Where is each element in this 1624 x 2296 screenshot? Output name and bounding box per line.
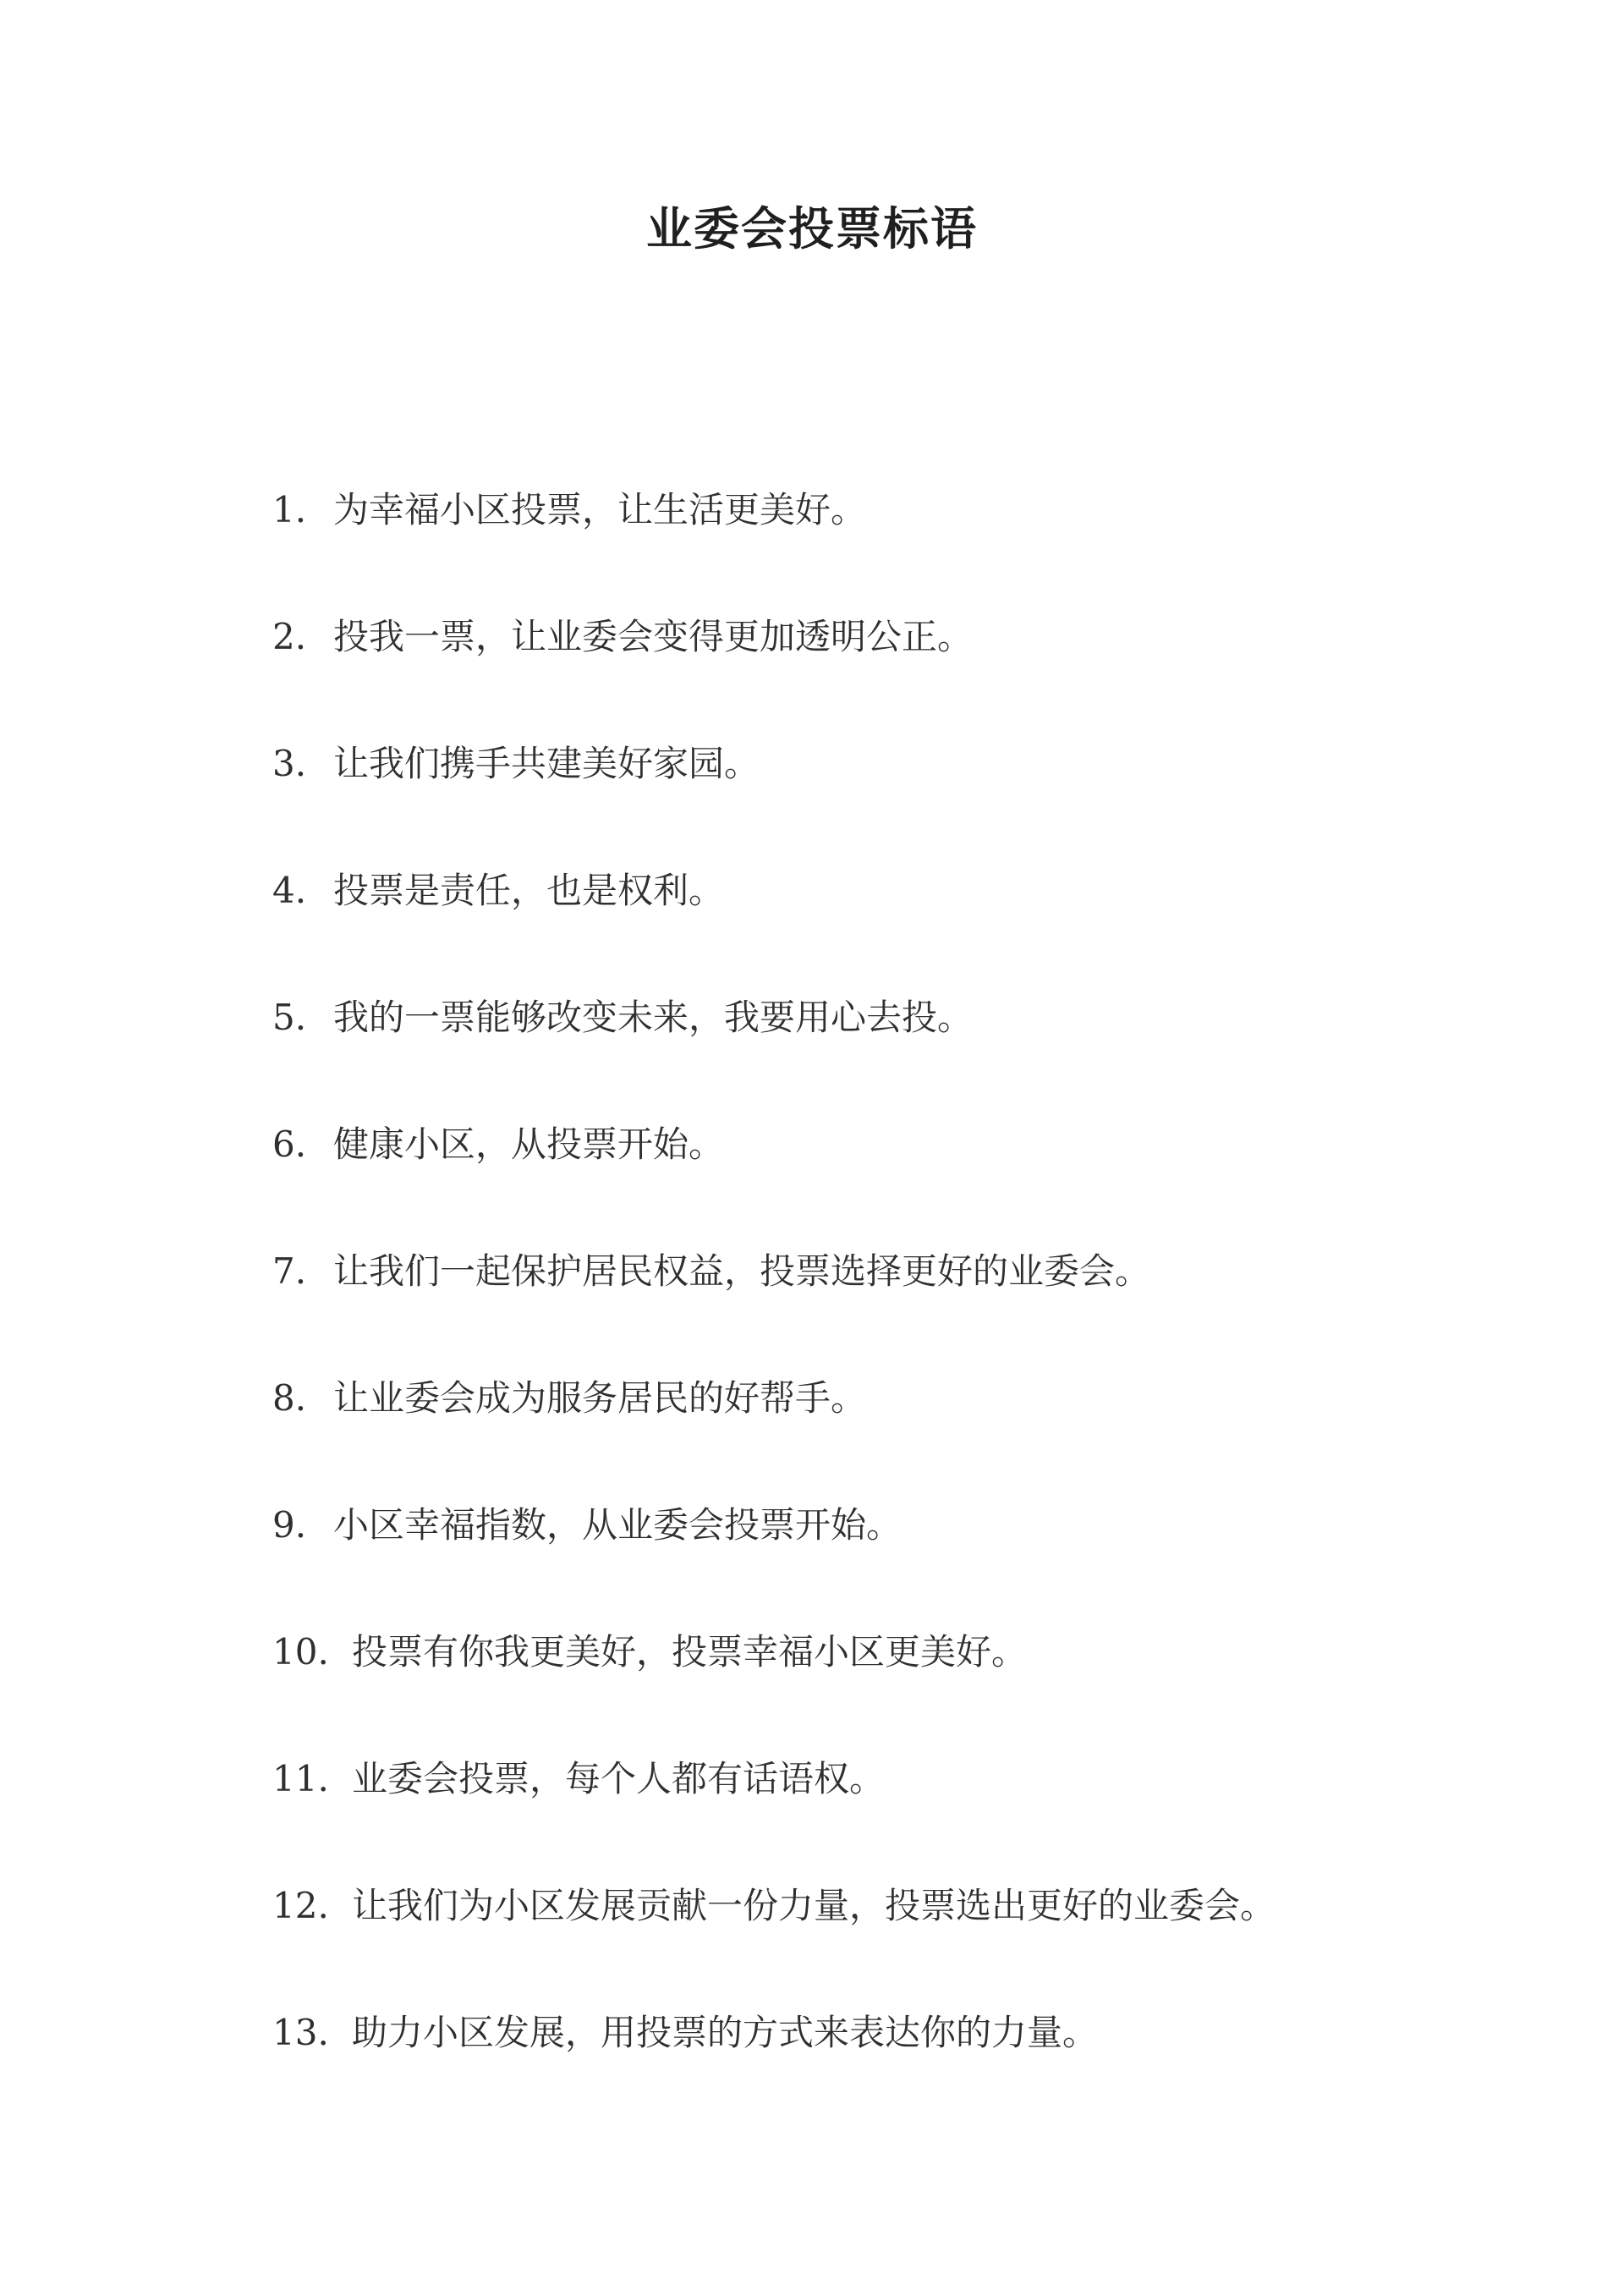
list-item xyxy=(272,1843,1499,1969)
item-number: 1. xyxy=(272,489,307,530)
list-item xyxy=(272,1969,1499,2096)
item-number: 3. xyxy=(272,743,307,784)
list-item xyxy=(272,447,1499,574)
document-title: 业委会投票标语 xyxy=(646,201,978,255)
item-number: 6. xyxy=(272,1123,307,1165)
list-item xyxy=(272,1716,1499,1843)
item-text: 我的一票能够改变未来，我要用心去投。 xyxy=(333,997,974,1038)
item-number: 2. xyxy=(272,616,307,657)
item-text: 为幸福小区投票，让生活更美好。 xyxy=(333,489,867,530)
item-number: 10. xyxy=(272,1631,329,1673)
item-text: 让我们为小区发展贡献一份力量，投票选出更好的业委会。 xyxy=(352,1885,1276,1926)
item-text: 投我一票，让业委会变得更加透明公正。 xyxy=(333,616,974,657)
list-item xyxy=(272,1208,1499,1335)
item-text: 让业委会成为服务居民的好帮手。 xyxy=(333,1377,867,1419)
item-number: 13. xyxy=(272,2012,329,2053)
list-item xyxy=(272,700,1499,827)
item-text: 让我们携手共建美好家园。 xyxy=(333,743,760,784)
item-text: 健康小区，从投票开始。 xyxy=(333,1123,725,1165)
item-number: 8. xyxy=(272,1377,307,1419)
item-number: 12. xyxy=(272,1885,329,1926)
list-item xyxy=(272,1462,1499,1589)
item-number: 7. xyxy=(272,1250,307,1292)
list-item xyxy=(272,954,1499,1081)
item-number: 9. xyxy=(272,1504,307,1546)
item-text: 投票是责任，也是权利。 xyxy=(333,870,725,911)
list-item xyxy=(272,827,1499,954)
list-item xyxy=(272,1335,1499,1462)
list-item xyxy=(272,1081,1499,1208)
list-item xyxy=(272,1589,1499,1716)
item-text: 助力小区发展，用投票的方式来表达你的力量。 xyxy=(352,2012,1099,2053)
slogan-list xyxy=(272,447,1499,2096)
item-text: 投票有你我更美好，投票幸福小区更美好。 xyxy=(352,1631,1028,1673)
item-text: 业委会投票，每个人都有话语权。 xyxy=(352,1758,886,1799)
item-number: 11. xyxy=(272,1758,329,1799)
item-text: 小区幸福指数，从业委会投票开始。 xyxy=(333,1504,903,1546)
list-item xyxy=(272,574,1499,700)
item-number: 5. xyxy=(272,997,307,1038)
item-text: 让我们一起保护居民权益，投票选择更好的业委会。 xyxy=(333,1250,1151,1292)
item-number: 4. xyxy=(272,870,307,911)
